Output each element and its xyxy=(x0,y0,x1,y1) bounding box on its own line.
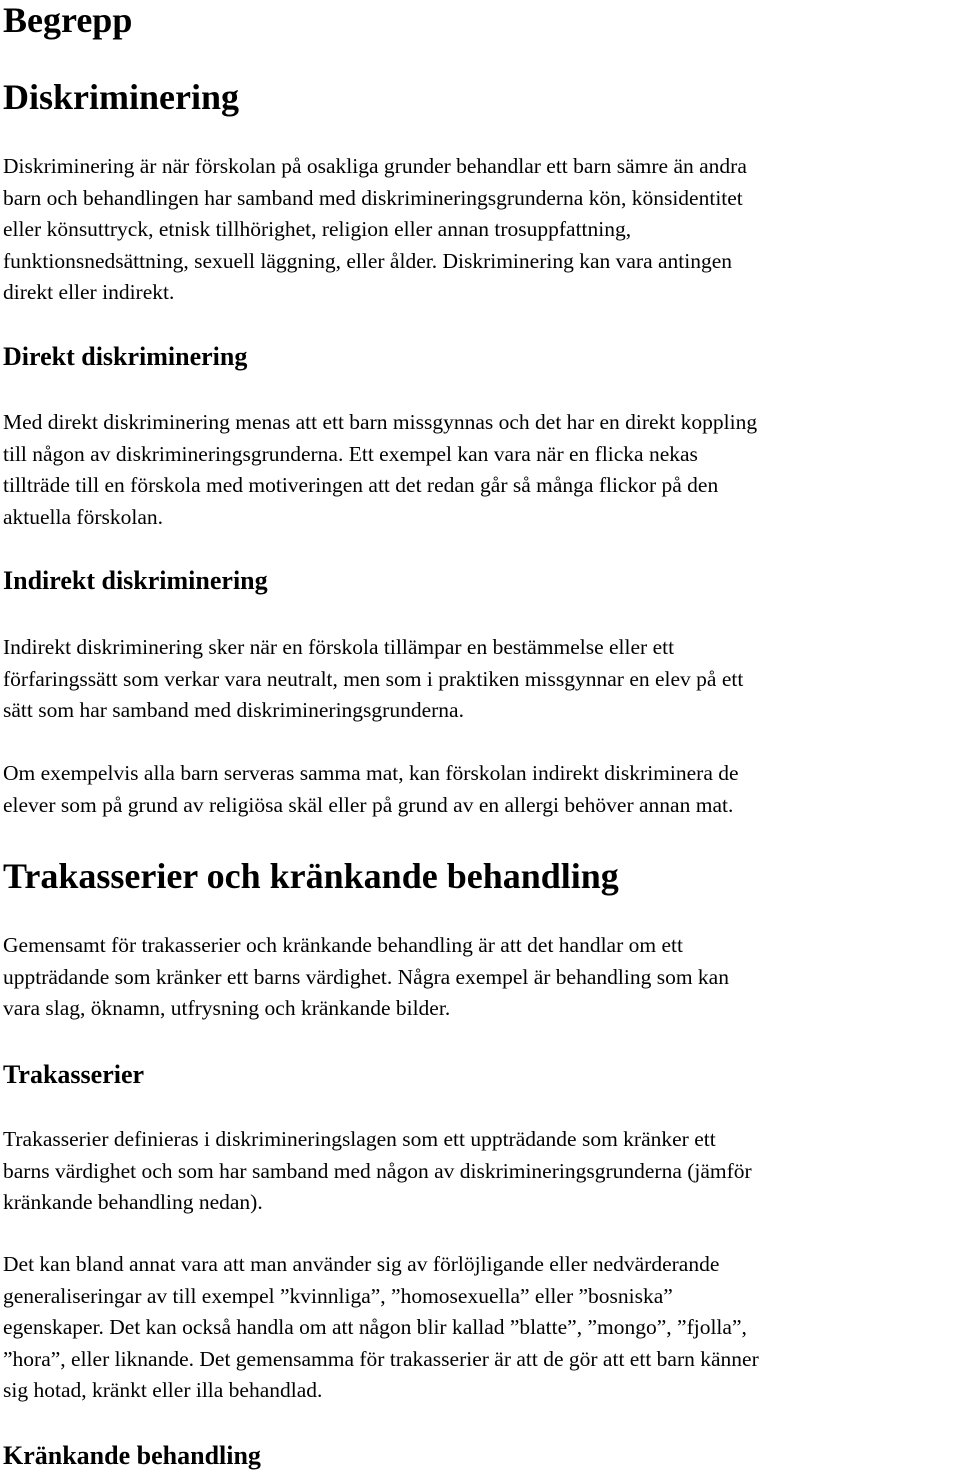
paragraph-line: kränkande behandling nedan). xyxy=(3,1190,263,1215)
paragraph-line: Diskriminering är när förskolan på osakliga grunder behandlar ett barn sämre än andra xyxy=(3,154,747,178)
paragraph-indirekt-2 xyxy=(3,758,739,821)
subsection-title-krankande-behandling: Kränkande behandling xyxy=(3,1441,261,1470)
paragraph-line: direkt eller indirekt. xyxy=(3,280,175,305)
paragraph-line: till någon av diskrimineringsgrunderna. Ett exempel kan vara när en flicka nekas xyxy=(3,441,698,466)
paragraph-line: egenskaper. Det kan också handla om att någon blir kallad ”blatte”, ”mongo”, ”fjolla”, xyxy=(3,1315,747,1340)
paragraph-line: Gemensamt för trakasserier och kränkande behandling är att det handlar om ett xyxy=(3,933,683,957)
paragraph-line: elever som på grund av religiösa skäl eller på grund av en allergi behöver annan mat. xyxy=(3,792,734,817)
paragraph-line: funktionsnedsättning, sexuell läggning, eller ålder. Diskriminering kan vara antingen xyxy=(3,248,733,273)
paragraph-line: tillträde till en förskola med motiveringen att det redan går så många flickor på den xyxy=(3,473,719,498)
paragraph-line: barn och behandlingen har samband med diskrimineringsgrunderna kön, könsidentitet xyxy=(3,185,743,210)
paragraph-line: aktuella förskolan. xyxy=(3,504,164,529)
paragraph-line: vara slag, öknamn, utfrysning och kränkande bilder. xyxy=(3,996,451,1021)
paragraph-line: Om exempelvis alla barn serveras samma mat, kan förskolan indirekt diskriminera de xyxy=(3,761,739,785)
paragraph-line: barns värdighet och som har samband med någon av diskrimineringsgrunderna (jämför xyxy=(3,1158,752,1183)
paragraph-line: Indirekt diskriminering sker när en förskola tillämpar en bestämmelse eller ett xyxy=(3,635,675,659)
paragraph-indirekt-1 xyxy=(3,632,743,727)
page-heading-begrepp: Begrepp xyxy=(3,0,133,40)
paragraph-line: Trakasserier definieras i diskrimineringslagen som ett uppträdande som kränker ett xyxy=(3,1127,716,1151)
paragraph-line: ”hora”, eller liknande. Det gemensamma för trakasserier är att de gör att ett barn känner xyxy=(3,1346,759,1371)
paragraph-line: sig hotad, kränkt eller illa behandlad. xyxy=(3,1378,323,1403)
subsection-title-indirekt: Indirekt diskriminering xyxy=(3,566,268,595)
paragraph-direkt xyxy=(3,407,757,533)
paragraph-diskriminering-intro xyxy=(3,151,747,309)
section-title-diskriminering: Diskriminering xyxy=(3,77,240,117)
paragraph-line: Det kan bland annat vara att man använder sig av förlöjligande eller nedvärderande xyxy=(3,1252,720,1276)
paragraph-trakasserier-intro xyxy=(3,930,729,1025)
paragraph-line: eller könsuttryck, etnisk tillhörighet, religion eller annan trosuppfattning, xyxy=(3,217,632,242)
paragraph-trakasserier-1 xyxy=(3,1124,752,1219)
paragraph-line: sätt som har samband med diskrimineringsgrunderna. xyxy=(3,698,464,723)
paragraph-line: förfaringssätt som verkar vara neutralt, men som i praktiken missgynnar en elev på ett xyxy=(3,666,744,691)
paragraph-line: Med direkt diskriminering menas att ett barn missgynnas och det har en direkt koppling xyxy=(3,410,758,434)
paragraph-line: generaliseringar av till exempel ”kvinnliga”, ”homosexuella” eller ”bosniska” xyxy=(3,1283,673,1308)
paragraph-line: uppträdande som kränker ett barns värdighet. Några exempel är behandling som kan xyxy=(3,964,729,989)
subsection-title-direkt: Direkt diskriminering xyxy=(3,342,248,371)
paragraph-trakasserier-2 xyxy=(3,1249,759,1407)
subsection-title-trakasserier: Trakasserier xyxy=(3,1060,145,1089)
section-title-trakasserier-och-krankande: Trakasserier och kränkande behandling xyxy=(3,856,619,896)
